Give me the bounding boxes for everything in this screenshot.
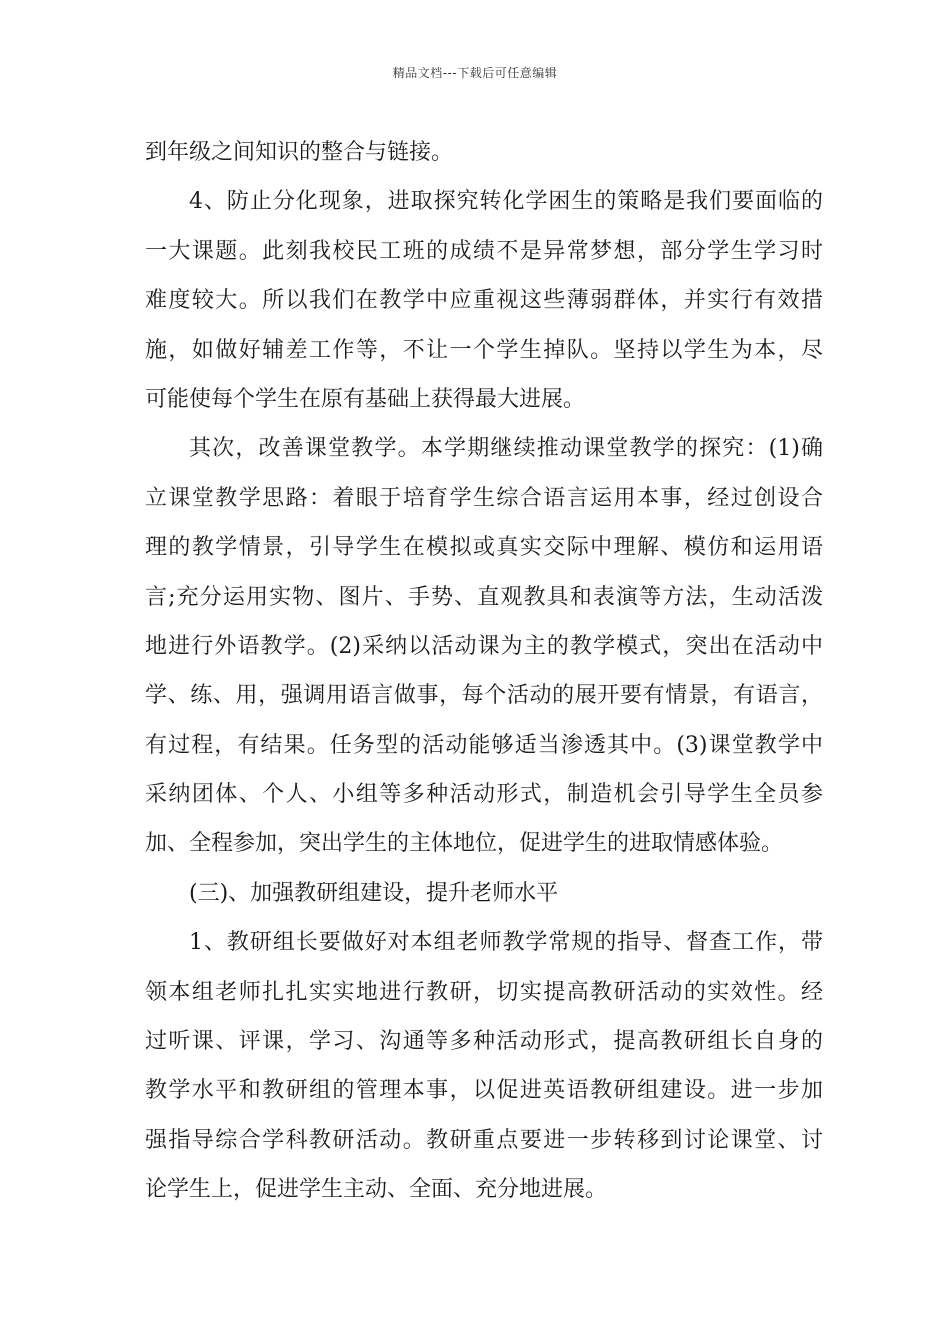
text-line: 施，如做好辅差工作等，不让一个学生掉队。坚持以学生为本，尽: [145, 337, 823, 363]
text-line: 一大课题。此刻我校民工班的成绩不是异常梦想，部分学生学习时: [145, 238, 823, 264]
text-line: 有过程，有结果。任务型的活动能够适当渗透其中。(3)课堂教学中: [145, 732, 823, 758]
text-line: 学、练、用，强调用语言做事，每个活动的展开要有情景，有语言，: [145, 683, 823, 709]
text-line: 1、教研组长要做好对本组老师教学常规的指导、督查工作，带: [189, 930, 823, 956]
page-header: 精品文档---下载后可任意编辑: [392, 66, 558, 80]
text-line: 论学生上，促进学生主动、全面、充分地进展。: [145, 1177, 608, 1203]
text-line: 领本组老师扎扎实实地进行教研，切实提高教研活动的实效性。经: [145, 979, 823, 1005]
text-line: 到年级之间知识的整合与链接。: [145, 140, 454, 165]
text-line: 其次，改善课堂教学。本学期继续推动课堂教学的探究：(1)确: [189, 436, 823, 462]
text-line: 采纳团体、个人、小组等多种活动形式，制造机会引导学生全员参: [145, 782, 823, 808]
text-line: 教学水平和教研组的管理本事，以促进英语教研组建设。进一步加: [145, 1078, 823, 1104]
text-line: 立课堂教学思路：着眼于培育学生综合语言运用本事，经过创设合: [145, 485, 823, 511]
text-line: 难度较大。所以我们在教学中应重视这些薄弱群体，并实行有效措: [145, 288, 823, 314]
text-line: 强指导综合学科教研活动。教研重点要进一步转移到讨论课堂、讨: [145, 1127, 823, 1153]
text-line: 过听课、评课，学习、沟通等多种活动形式，提高教研组长自身的: [145, 1029, 823, 1055]
text-line: 言;充分运用实物、图片、手势、直观教具和表演等方法，生动活泼: [145, 584, 823, 610]
text-line: 加、全程参加，突出学生的主体地位，促进学生的进取情感体验。: [145, 831, 784, 857]
text-line: 4、防止分化现象，进取探究转化学困生的策略是我们要面临的: [189, 189, 823, 215]
text-line: 理的教学情景，引导学生在模拟或真实交际中理解、模仿和运用语: [145, 535, 823, 561]
text-line: 可能使每个学生在原有基础上获得最大进展。: [145, 386, 586, 412]
document-body: [145, 128, 823, 1215]
text-line: 地进行外语教学。(2)采纳以活动课为主的教学模式，突出在活动中: [145, 633, 823, 659]
text-line: (三)、加强教研组建设，提升老师水平: [189, 880, 559, 906]
